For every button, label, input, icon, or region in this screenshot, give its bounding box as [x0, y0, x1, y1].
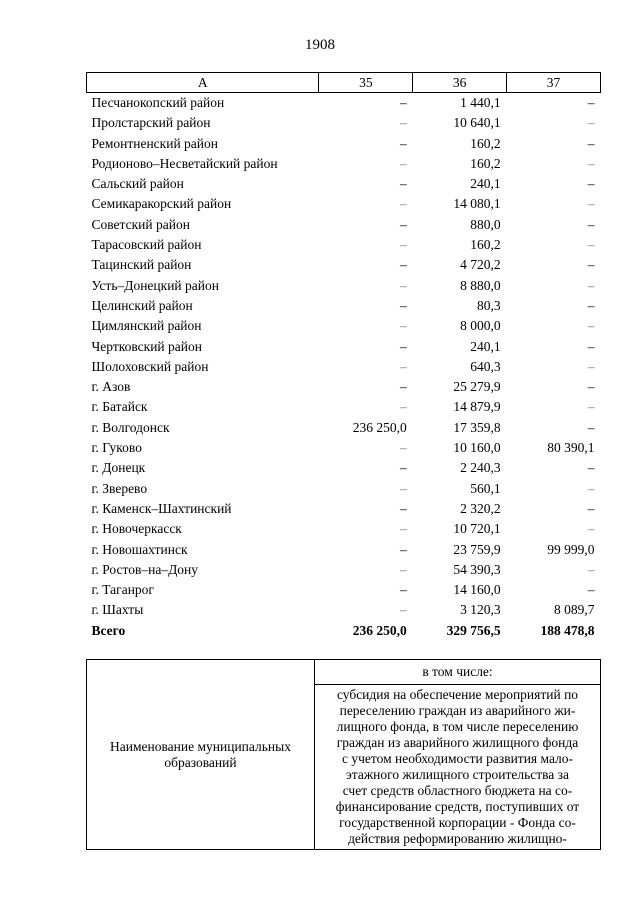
row-v36: 10 640,1 [453, 115, 501, 131]
row-name: г. Шахты [91, 602, 144, 618]
row-v35: – [400, 440, 407, 456]
row-name: Усть–Донецкий район [91, 277, 219, 293]
row-v37: – [587, 561, 595, 577]
row-v37: – [587, 399, 595, 415]
row-name: г. Таганрог [91, 582, 154, 598]
row-name: Песчанокопский район [91, 95, 225, 110]
table-row [87, 377, 601, 397]
row-name: Тацинский район [91, 257, 192, 273]
row-v37: – [587, 95, 595, 110]
row-v37: – [587, 521, 595, 537]
row-v35: 236 250,0 [352, 419, 407, 435]
table-row [87, 600, 601, 620]
table-row [87, 276, 601, 296]
table-row [87, 296, 601, 316]
description-line: счет средств областного бюджета на со- [342, 783, 573, 798]
table-row [87, 418, 601, 438]
table-row [87, 194, 601, 214]
row-name: г. Волгодонск [91, 419, 170, 435]
table-row [87, 540, 601, 560]
row-v37: – [587, 460, 595, 476]
row-name: Шолоховский район [91, 358, 209, 374]
row-v36: 25 279,9 [453, 379, 501, 395]
row-v36: 4 720,2 [460, 257, 501, 273]
row-v37: – [587, 176, 595, 192]
row-v37: – [587, 237, 595, 253]
row-v35: – [400, 480, 407, 496]
row-v36: 10 160,0 [453, 440, 501, 456]
description-line: государственной корпорации - Фонда со- [339, 815, 576, 830]
row-v35: – [400, 460, 407, 476]
row-name: Тарасовский район [91, 237, 202, 253]
row-v35: – [400, 95, 407, 110]
row-v36: 160,2 [470, 135, 501, 151]
row-name: г. Азов [91, 379, 131, 395]
row-v36: 2 240,3 [460, 460, 501, 476]
row-v35: – [400, 115, 407, 131]
row-v36: 54 390,3 [453, 561, 501, 577]
row-v36: 14 160,0 [453, 582, 501, 598]
row-v35: – [400, 500, 407, 516]
row-v37: – [587, 379, 595, 395]
row-v35: – [400, 297, 407, 313]
header-col-37: 37 [507, 73, 601, 93]
row-name: Семикаракорский район [91, 196, 232, 212]
table-header-row [87, 73, 601, 93]
row-name: Ремонтненский район [91, 135, 218, 151]
row-name: Цимлянский район [91, 318, 202, 334]
row-v36: 2 320,2 [460, 500, 501, 516]
table-row [87, 560, 601, 580]
row-v35: – [400, 399, 407, 415]
row-name: г. Зверево [91, 480, 148, 496]
including-header: в том числе: [315, 660, 601, 685]
row-name: Пролстарский район [91, 115, 211, 131]
row-v36: 14 879,9 [453, 399, 501, 415]
header-col-a: А [87, 73, 319, 93]
table-row [87, 580, 601, 600]
description-line: этажного жилищного строительства за [345, 767, 570, 782]
row-v37: 99 999,0 [547, 541, 595, 557]
description-line: граждан из аварийного жилищного фонда [336, 735, 579, 750]
row-v35: – [400, 237, 407, 253]
row-v35: – [400, 541, 407, 557]
table-row [87, 479, 601, 499]
row-name: г. Батайск [91, 399, 148, 415]
row-v37: – [587, 135, 595, 151]
row-name: г. Каменск–Шахтинский [91, 500, 232, 516]
municipality-name-header: Наименование муниципальных образований [87, 660, 315, 850]
row-v35: – [400, 277, 407, 293]
row-v37: – [587, 257, 595, 273]
table-row [87, 519, 601, 539]
row-name: Родионово–Несветайский район [91, 155, 278, 171]
row-v35: – [400, 561, 407, 577]
row-v36: 560,1 [470, 480, 501, 496]
table-row [87, 215, 601, 235]
row-v37: – [587, 155, 595, 171]
table-row [87, 235, 601, 255]
row-v35: – [400, 358, 407, 374]
description-line: с учетом необходимости развития мало- [341, 751, 574, 766]
table-row [87, 174, 601, 194]
total-v35: 236 250,0 [352, 622, 407, 638]
row-v35: – [400, 338, 407, 354]
row-name: г. Донецк [91, 460, 146, 476]
row-v37: 8 089,7 [554, 602, 595, 618]
budget-table [86, 72, 601, 641]
table-row [87, 113, 601, 133]
subsidy-description [315, 685, 601, 850]
table-body [87, 93, 601, 621]
row-v35: – [400, 379, 407, 395]
total-v36: 329 756,5 [446, 622, 501, 638]
row-v37: – [587, 297, 595, 313]
description-line: финансирование средств, поступивших от [335, 799, 580, 814]
row-name: Чертковский район [91, 338, 202, 354]
table-row [87, 337, 601, 357]
table-row [87, 316, 601, 336]
row-v36: 240,1 [470, 176, 501, 192]
row-v35: – [400, 155, 407, 171]
row-v36: 80,3 [476, 297, 501, 313]
row-v37: – [587, 500, 595, 516]
page-number: 1908 [305, 37, 335, 53]
row-v37: – [587, 277, 595, 293]
total-row [87, 621, 601, 641]
row-v37: – [587, 358, 595, 374]
table-row [87, 93, 601, 114]
table-row [87, 154, 601, 174]
row-v36: 1 440,1 [460, 95, 501, 110]
row-v36: 160,2 [470, 237, 501, 253]
row-name: Советский район [91, 216, 190, 232]
row-v37: 80 390,1 [547, 440, 595, 456]
row-v35: – [400, 176, 407, 192]
row-v37: – [587, 338, 595, 354]
row-v35: – [400, 257, 407, 273]
row-v37: – [587, 318, 595, 334]
table-row [87, 397, 601, 417]
row-v36: 640,3 [470, 358, 501, 374]
row-name: г. Новошахтинск [91, 541, 188, 557]
row-v36: 23 759,9 [453, 541, 501, 557]
row-name: Целинский район [91, 297, 193, 313]
row-v35: – [400, 196, 407, 212]
row-v37: – [587, 115, 595, 131]
row-v36: 14 080,1 [453, 196, 501, 212]
description-line: переселению граждан из аварийного жи- [339, 703, 576, 718]
table-row [87, 458, 601, 478]
row-v37: – [587, 216, 595, 232]
description-line: субсидия на обеспечение мероприятий по [336, 687, 579, 702]
row-name: г. Ростов–на–Дону [91, 561, 199, 577]
row-v35: – [400, 135, 407, 151]
row-name: Сальский район [91, 176, 184, 192]
total-label: Всего [91, 622, 126, 638]
header-col-36: 36 [413, 73, 507, 93]
row-v35: – [400, 521, 407, 537]
row-v37: – [587, 196, 595, 212]
table-row [87, 438, 601, 458]
table-row [87, 134, 601, 154]
header-col-35: 35 [319, 73, 413, 93]
description-line: лищного фонда, в том числе переселению [336, 719, 579, 734]
row-v37: – [587, 582, 595, 598]
row-v36: 8 880,0 [460, 277, 501, 293]
row-v36: 17 359,8 [453, 419, 501, 435]
row-v36: 880,0 [470, 216, 501, 232]
row-v36: 3 120,3 [460, 602, 501, 618]
row-name: г. Новочеркасск [91, 521, 182, 537]
row-v35: – [400, 602, 407, 618]
table-row [87, 357, 601, 377]
table-row [87, 255, 601, 275]
row-v36: 8 000,0 [460, 318, 501, 334]
total-v37: 188 478,8 [540, 622, 595, 638]
row-v37: – [587, 480, 595, 496]
row-v36: 240,1 [470, 338, 501, 354]
row-v36: 160,2 [470, 155, 501, 171]
row-v35: – [400, 582, 407, 598]
row-v35: – [400, 318, 407, 334]
row-v37: – [587, 419, 595, 435]
row-v35: – [400, 216, 407, 232]
description-line: действия реформированию жилищно- [348, 831, 567, 846]
table-row [87, 499, 601, 519]
row-v36: 10 720,1 [453, 521, 501, 537]
row-name: г. Гуково [91, 440, 142, 456]
subsidy-header-table [86, 659, 601, 850]
